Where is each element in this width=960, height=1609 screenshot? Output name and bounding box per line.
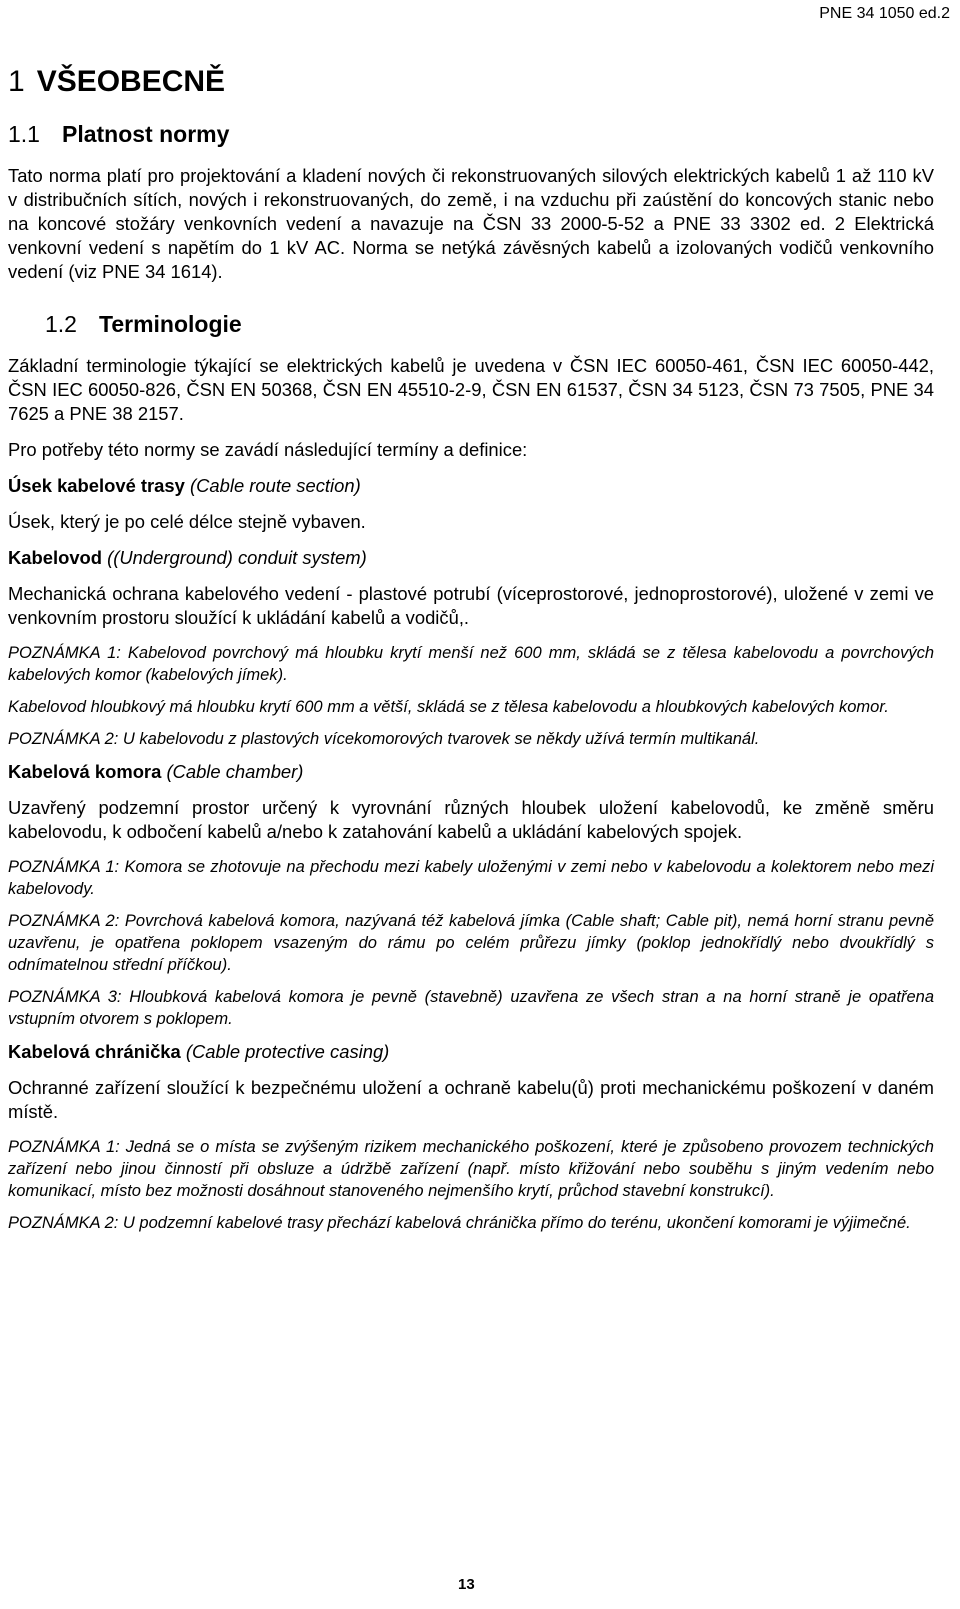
term-name: Úsek kabelové trasy	[8, 475, 185, 496]
section-number: 1.1	[8, 121, 40, 147]
section-title: Platnost normy	[61, 121, 230, 147]
term-heading	[8, 474, 934, 498]
section-heading-1	[8, 64, 934, 100]
term-note: POZNÁMKA 2: U kabelovodu z plastových vícekomorových tvarovek se někdy užívá termín multikanál.	[8, 730, 760, 748]
section-number: 1	[8, 65, 25, 98]
term-definition: Úsek, který je po celé délce stejně vybaven.	[8, 511, 366, 532]
section-number: 1.2	[45, 311, 77, 337]
term-english: ((Underground) conduit system)	[107, 547, 367, 568]
term-note: Kabelovod hloubkový má hloubku krytí 600 mm a větší, skládá se z tělesa kabelovodu a hloubkových kabelových komor.	[8, 698, 889, 716]
term-english: (Cable protective casing)	[185, 1041, 390, 1062]
section-heading-1-2	[45, 310, 934, 338]
section-title: VŠEOBECNĚ	[36, 65, 226, 98]
term-heading	[8, 546, 934, 570]
term-name: Kabelová komora	[8, 761, 162, 782]
term-definition: Ochranné zařízení sloužící k bezpečnému uložení a ochraně kabelu(ů) proti mechanickému poškození v daném místě.	[8, 1077, 934, 1122]
term-english: (Cable route section)	[190, 475, 361, 496]
term-definition: Uzavřený podzemní prostor určený k vyrovnání různých hloubek uložení kabelovodů, ke změně směru kabelovodu, k odbočení kabelů a/nebo k zatahování kabelů a ukládání kabelových spojek.	[8, 797, 934, 842]
term-note: POZNÁMKA 1: Komora se zhotovuje na přechodu mezi kabely uloženými v zemi nebo v kabelovodu a kolektorem nebo mezi kabelovody.	[8, 858, 934, 898]
term-note: POZNÁMKA 1: Jedná se o místa se zvýšeným rizikem mechanického poškození, které je způsobeno provozem technických zařízení nebo jinou činností při obsluze a údržbě zařízení (např. místo křižování nebo souběhu s jiným vedením nebo komunikací, místo bez možnosti dosáhnout stanoveného nejmenšího krytí, průchod stavební konstrukcí).	[8, 1138, 934, 1200]
term-heading	[8, 1040, 934, 1064]
spacer	[8, 296, 934, 310]
term-name: Kabelová chránička	[8, 1041, 181, 1062]
document-id-header: PNE 34 1050 ed.2	[819, 5, 950, 22]
term-note: POZNÁMKA 3: Hloubková kabelová komora je pevně (stavebně) uzavřena ze všech stran a na horní straně je opatřena vstupním otvorem s poklopem.	[8, 988, 934, 1028]
term-note: POZNÁMKA 2: U podzemní kabelové trasy přechází kabelová chránička přímo do terénu, ukončení komorami je výjimečné.	[8, 1214, 911, 1232]
term-definition: Mechanická ochrana kabelového vedení - plastové potrubí (víceprostorové, jednoprostorové), uložené v zemi ve venkovním prostoru sloužící k ukládání kabelů a vodičů,.	[8, 583, 934, 628]
term-note: POZNÁMKA 1: Kabelovod povrchový má hloubku krytí menší než 600 mm, skládá se z tělesa kabelovodu a povrchových kabelových komor (kabelových jímek).	[8, 644, 934, 684]
section-heading-1-1	[8, 120, 934, 148]
document-body	[8, 64, 934, 1244]
term-name: Kabelovod	[8, 547, 103, 568]
terminology-intro-paragraph: Základní terminologie týkající se elektrických kabelů je uvedena v ČSN IEC 60050-461, ČSN IEC 60050-442, ČSN IEC 60050-826, ČSN EN 50368, ČSN EN 45510-2-9, ČSN EN 61537, ČSN 34 5123, ČSN 73 7505, PNE 34 7625 a PNE 38 2157.	[8, 355, 934, 424]
term-note: POZNÁMKA 2: Povrchová kabelová komora, nazývaná též kabelová jímka (Cable shaft; Cable pit), nemá horní stranu pevně uzavřenu, je opatřena poklopem vsazeným do rámu po celém průřezu jímky (poklop jednokřídlý nebo dvoukřídlý s odnímatelnou střední příčkou).	[8, 912, 934, 974]
term-english: (Cable chamber)	[166, 761, 304, 782]
definitions-intro-paragraph: Pro potřeby této normy se zavádí následující termíny a definice:	[8, 439, 528, 460]
section-title: Terminologie	[98, 311, 242, 337]
term-heading	[8, 760, 934, 784]
page-number: 13	[458, 1576, 475, 1593]
validity-paragraph: Tato norma platí pro projektování a kladení nových či rekonstruovaných silových elektrických kabelů 1 až 110 kV v distribučních sítích, nových i rekonstruovaných, do země, i na vzduchu při zaústění do koncových stanic nebo na koncové stožáry venkovních vedení a navazuje na ČSN 33 2000-5-52 a PNE 33 3302 ed. 2 Elektrická venkovní vedení s napětím do 1 kV AC. Norma se netýká závěsných kabelů a izolovaných vodičů venkovního vedení (viz PNE 34 1614).	[8, 165, 934, 282]
